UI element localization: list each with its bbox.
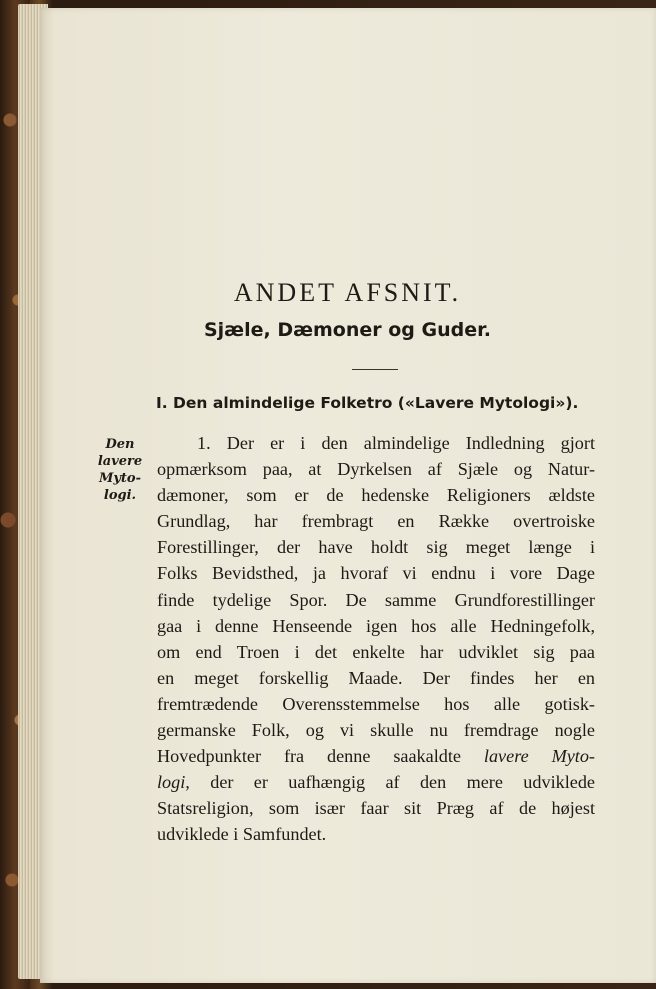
body-line-mixed [157,769,595,795]
body-line: germanske Folk, og vi skulle nu fremdrage nogle [157,720,595,741]
body-line: en meget forskellig Maade. Der findes her en [157,667,595,688]
body-text-run: Hovedpunkter fra denne saakaldte [157,746,461,767]
section-subtitle: Sjæle, Dæmoner og Guder. [203,319,492,341]
body-line: 1. Der er i den almindelige Indledning gjort [197,433,595,453]
margin-note-line: Den [105,437,135,452]
chapter-heading: I. Den almindelige Folketro («Lavere Mytologi»). [156,394,579,412]
body-line: Forestillinger, der have holdt sig meget længe i [157,537,595,558]
body-line: finde tydelige Spor. De samme Grundforestillinger [157,589,595,610]
body-line-last: udviklede i Samfundet. [157,824,327,845]
section-heading: ANDET AFSNIT. [233,278,462,307]
body-line: gaa i denne Henseende igen hos alle Hedningefolk, [157,615,595,636]
body-line: Statsreligion, som især faar sit Præg af de højest [157,798,595,819]
margin-note [90,436,150,504]
margin-note-line: logi. [103,488,137,503]
body-line: fremtrædende Overensstemmelse hos alle gotisk- [157,693,595,714]
italic-term: logi, [157,772,190,793]
body-paragraph [157,430,595,848]
margin-note-line: Myto- [98,471,141,486]
body-line: opmærksom paa, at Dyrkelsen af Sjæle og Natur- [157,459,595,480]
body-line-mixed [157,743,595,769]
body-line: Folks Bevidsthed, ja hvoraf vi endnu i vore Dage [157,563,595,584]
body-line: dæmoner, som er de hedenske Religioners ældste [157,485,595,506]
italic-term: lavere Myto- [483,746,595,767]
body-line: om end Troen i det enkelte har udviklet sig paa [157,641,595,662]
book-page [40,8,656,983]
margin-note-line: lavere [97,454,143,469]
divider-rule [352,369,398,370]
body-line: Grundlag, har frembragt en Række overtroiske [157,511,595,532]
body-text-run: der er uafhængig af den mere udviklede [210,772,596,793]
